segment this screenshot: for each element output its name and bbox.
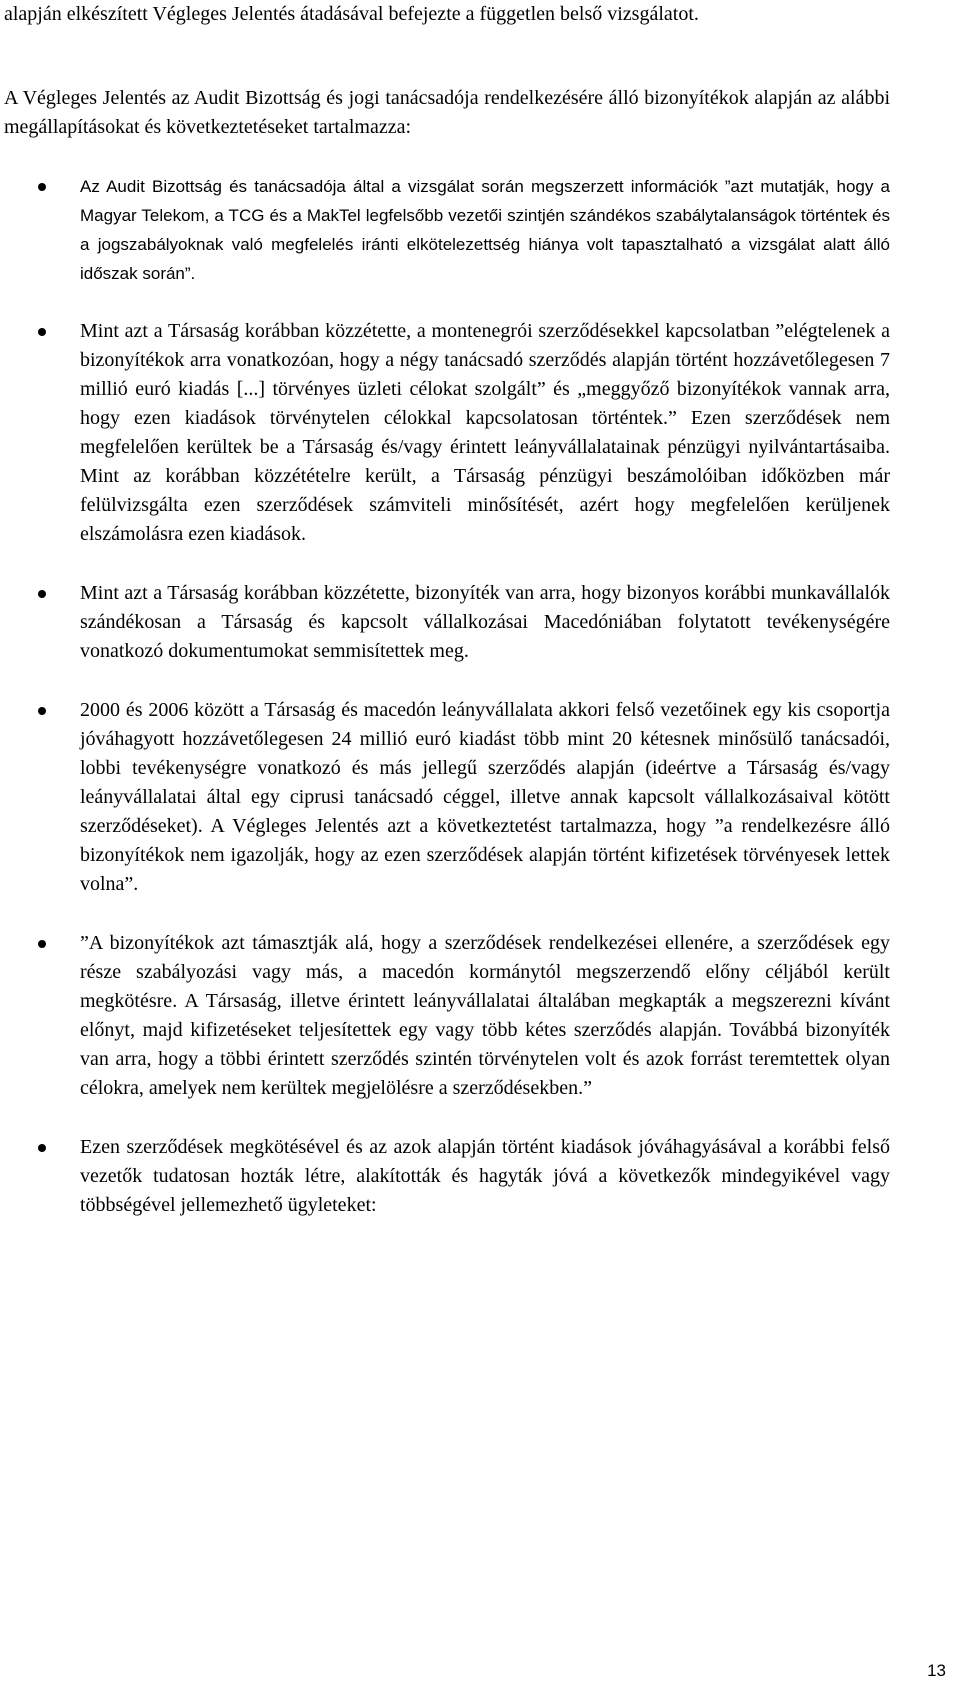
bullet-icon [38,707,46,715]
finding-item [0,696,890,899]
bullet-icon [38,590,46,598]
findings-list [0,172,900,1220]
page-number: 13 [927,1661,946,1680]
finding-text: Ezen szerződések megkötésével és az azok alapján történt kiadások jóváhagyásával a korábbi felső vezetők tudatosan hozták létre, alakították és hagyták jóvá a következők mindegyikével vagy többségével jellemezhető ügyleteket: [80,1136,890,1216]
bullet-icon [38,940,46,948]
bullet-icon [38,328,46,336]
finding-item [0,1133,890,1220]
finding-text: Mint azt a Társaság korábban közzétette, bizonyíték van arra, hogy bizonyos korábbi munkavállalók szándékosan a Társaság és kapcsolt vállalkozásai Macedóniában folytatott tevékenységére vonatkozó dokumentumokat semmisítettek meg. [80,582,890,662]
finding-item [0,579,890,666]
bullet-icon [38,1144,46,1152]
finding-item [0,929,890,1103]
bullet-icon [38,183,46,191]
finding-item [0,317,890,549]
intro-paragraph: alapján elkészített Végleges Jelentés átadásával befejezte a független belső vizsgálatot. [4,3,699,25]
finding-item [0,172,890,288]
lead-paragraph: A Végleges Jelentés az Audit Bizottság és jogi tanácsadója rendelkezésére álló bizonyítékok alapján az alábbi megállapításokat és következtetéseket tartalmazza: [4,87,890,138]
finding-text: Az Audit Bizottság és tanácsadója által a vizsgálat során megszerzett információk ”azt mutatják, hogy a Magyar Telekom, a TCG és a MakTel legfelsőbb vezetői szintjén szándékos szabálytalanságok történtek és a jogszabályoknak való megfelelés iránti elkötelezettség hiánya volt tapasztalható a vizsgálat alatt álló időszak során”. [80,177,890,283]
finding-text: 2000 és 2006 között a Társaság és macedón leányvállalata akkori felső vezetőinek egy kis csoportja jóváhagyott hozzávetőlegesen 24 millió euró kiadást több mint 20 kétesnek minősülő tanácsadói, lobbi tevékenységre vonatkozó és más jellegű szerződés alapján (ideértve a Társaság és/vagy leányvállalatai által egy ciprusi tanácsadó céggel, illetve annak kapcsolt vállalkozásaival kötött szerződéseket). A Végleges Jelentés azt a következtetést tartalmazza, hogy ”a rendelkezésre álló bizonyítékok nem igazolják, hogy az ezen szerződések alapján történt kifizetések törvényesek lettek volna”. [80,699,890,895]
finding-text: ”A bizonyítékok azt támasztják alá, hogy a szerződések rendelkezései ellenére, a szerződések egy része szabályozási vagy más, a macedón kormánytól megszerzendő előny céljából került megkötésre. A Társaság, illetve érintett leányvállalatai általában megkapták a megszerezni kívánt előnyt, majd kifizetéseket teljesítettek egy vagy több kétes szerződés alapján. Továbbá bizonyíték van arra, hogy a többi érintett szerződés szintén törvénytelen volt és azok forrást teremtettek olyan célokra, amelyek nem kerültek megjelölésre a szerződésekben.” [80,932,890,1099]
finding-text: Mint azt a Társaság korábban közzétette, a montenegrói szerződésekkel kapcsolatban ”elégtelenek a bizonyítékok arra vonatkozóan, hogy a négy tanácsadó szerződés alapján történt hozzávetőlegesen 7 millió euró kiadás [...] törvényes üzleti célokat szolgált” és „meggyőző bizonyítékok vannak arra, hogy ezen kiadások törvénytelen célokkal kapcsolatosan történtek.” Ezen szerződések nem megfelelően kerültek be a Társaság és/vagy érintett leányvállalatainak pénzügyi nyilvántartásaiba. Mint az korábban közzétételre került, a Társaság pénzügyi beszámolóiban időközben már felülvizsgálta ezen szerződések számviteli minősítését, azért hogy megfelelően kerüljenek elszámolásra ezen kiadások. [80,320,890,545]
